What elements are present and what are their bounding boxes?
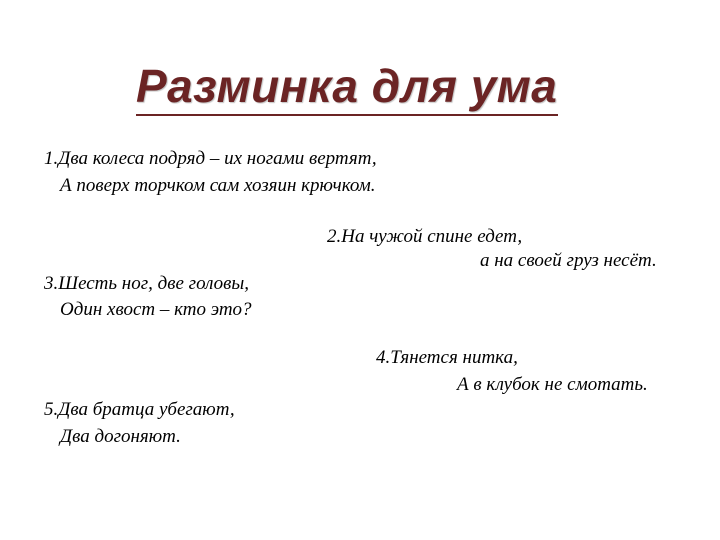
riddle-3-line-1: 3.Шесть ног, две головы, <box>44 273 250 294</box>
title-underline <box>136 114 558 116</box>
riddle-5-line-2: Два догоняют. <box>60 426 181 447</box>
riddle-3-line-2: Один хвост – кто это? <box>60 299 252 320</box>
slide-title: Разминка для ума <box>136 60 558 112</box>
riddle-2-line-1: 2.На чужой спине едет, <box>327 226 523 247</box>
riddle-4-line-1: 4.Тянется нитка, <box>376 347 518 368</box>
riddle-4-line-2: А в клубок не смотать. <box>457 374 648 395</box>
riddle-1-line-1: 1.Два колеса подряд – их ногами вертят, <box>44 148 377 169</box>
riddle-2-line-2: а на своей груз несёт. <box>480 250 657 271</box>
riddle-5-line-1: 5.Два братца убегают, <box>44 399 235 420</box>
riddle-1-line-2: А поверх торчком сам хозяин крючком. <box>60 175 376 196</box>
